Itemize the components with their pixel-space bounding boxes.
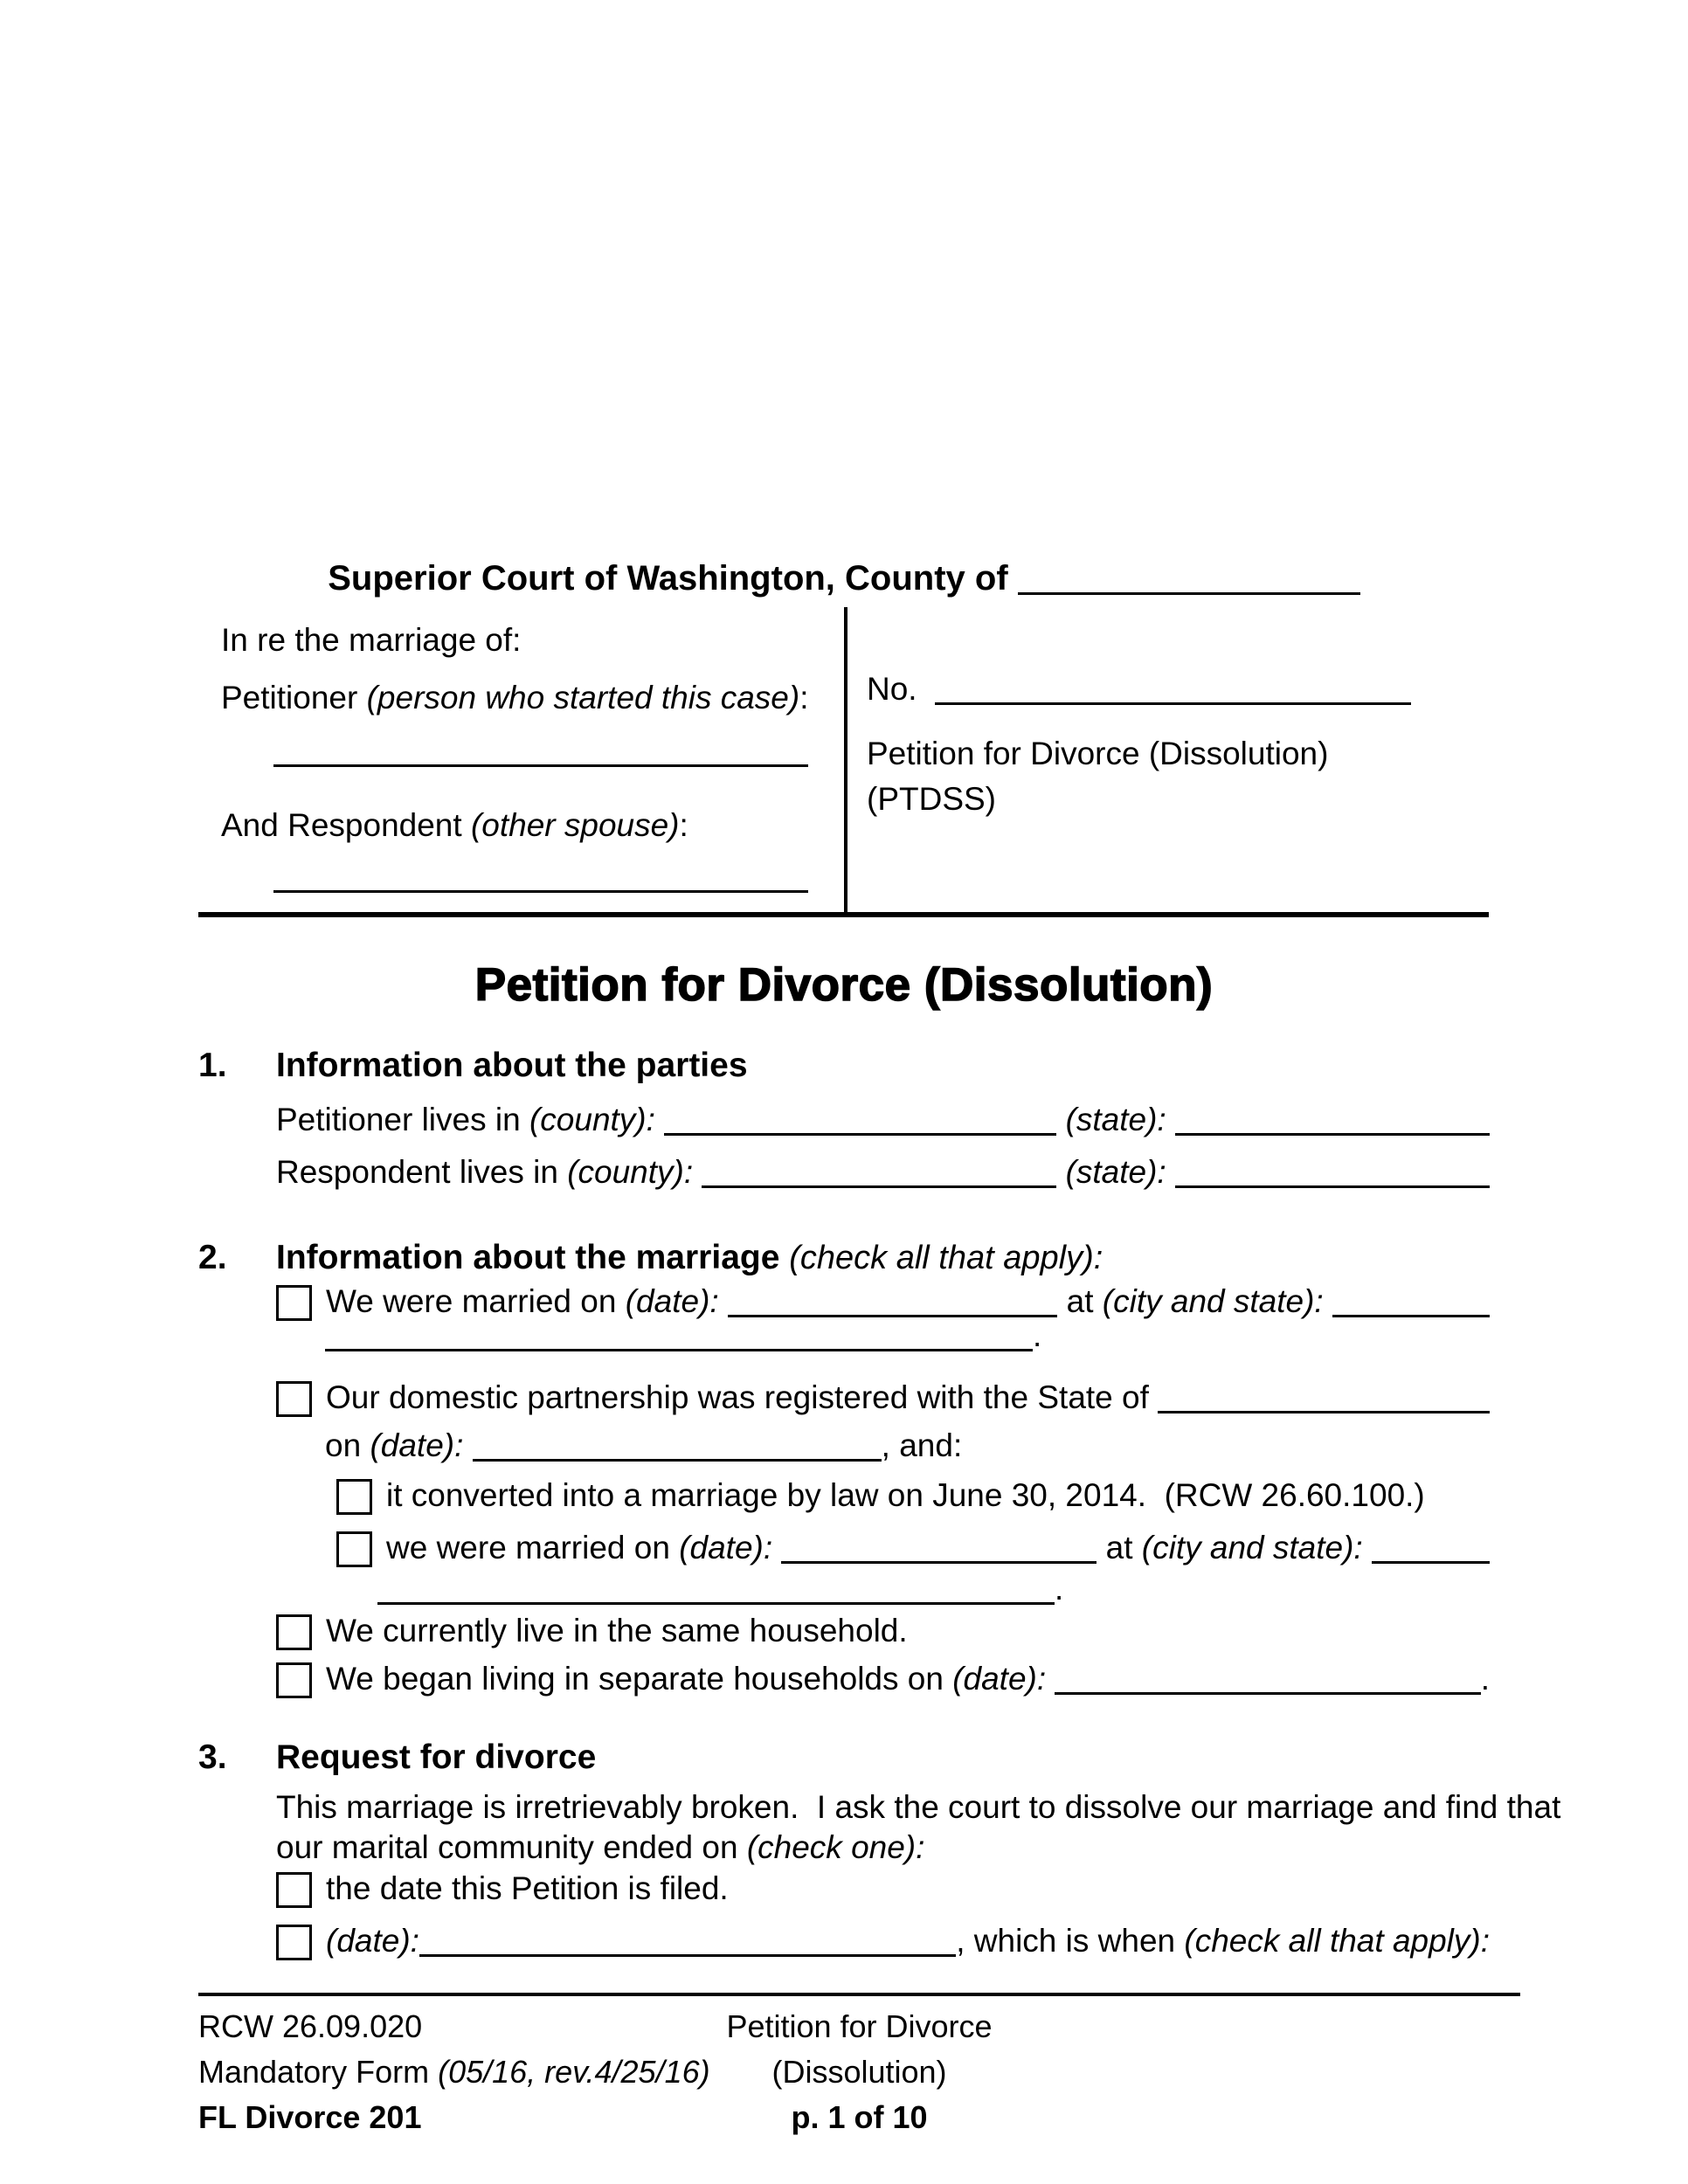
court-header — [0, 557, 1688, 599]
case-number-row — [867, 670, 1411, 708]
page-title: Petition for Divorce (Dissolution) — [474, 959, 1214, 1011]
section-3-number: 3. — [198, 1738, 227, 1776]
footer-rcw: RCW 26.09.020 — [198, 2008, 423, 2044]
marriage-city-state-continuation-blank-field[interactable] — [325, 1349, 1033, 1351]
respondent-name-blank-field[interactable] — [273, 890, 808, 893]
separate-households-row: We began living in separate households on (date): . — [276, 1660, 1490, 1698]
footer-revision: (05/16, rev.4/25/16) — [438, 2054, 710, 2090]
respondent-label: And Respondent (other spouse): — [221, 807, 688, 843]
document-type-label: Petition for Divorce (Dissolution) — [867, 736, 1329, 771]
checkbox-domestic-partnership[interactable] — [276, 1381, 312, 1417]
specific-end-date-row: (date): , which is when (check all that apply): — [276, 1922, 1490, 1960]
community-end-date-blank-field[interactable] — [419, 1954, 956, 1957]
footer-form-info — [198, 2004, 726, 2140]
document-code-label: (PTDSS) — [867, 781, 996, 817]
case-caption — [198, 607, 1489, 917]
page-footer — [198, 2004, 1520, 2140]
petitioner-hint: (person who started this case) — [366, 680, 800, 715]
respondent-residence-row: Respondent lives in (county): (state): — [276, 1153, 1490, 1192]
case-number-blank-field[interactable] — [935, 702, 1411, 705]
checkbox-converted-marriage[interactable] — [336, 1479, 372, 1515]
footer-mandatory-form: Mandatory Form (05/16, rev.4/25/16) — [198, 2054, 710, 2090]
petition-filed-date-row: the date this Petition is filed. — [276, 1870, 1490, 1908]
paragraph-line-2: our marital community ended on (check one): — [276, 1829, 925, 1865]
caption-parties-column — [198, 607, 847, 912]
footer-doc-title — [726, 2004, 992, 2140]
footer-spacer — [993, 2004, 1520, 2140]
case-number-label: No. — [867, 671, 936, 707]
footer-doc-title-line1: Petition for Divorce — [726, 2008, 993, 2044]
sub-married-continuation-row: . — [377, 1570, 1063, 1608]
same-household-row: We currently live in the same household. — [276, 1612, 1490, 1650]
caption-case-column — [847, 607, 1489, 912]
sub-marriage-date-blank-field[interactable] — [781, 1561, 1097, 1564]
domestic-partnership-row: Our domestic partnership was registered with the State of — [276, 1379, 1490, 1417]
county-blank-field[interactable] — [1018, 592, 1360, 595]
checkbox-date-petition-filed[interactable] — [276, 1872, 312, 1908]
respondent-state-blank-field[interactable] — [1175, 1185, 1490, 1188]
checkbox-married-on-date[interactable] — [276, 1285, 312, 1321]
partnership-date-blank-field[interactable] — [473, 1459, 882, 1462]
section-1-heading: 1. Information about the parties — [198, 1047, 748, 1084]
in-re-label: In re the marriage of: — [221, 622, 522, 658]
paragraph-line-1: This marriage is irretrievably broken. I ask the court to dissolve our marriage and find that — [276, 1789, 1561, 1825]
court-header-label: Superior Court of Washington, County of — [328, 559, 1018, 598]
respondent-hint: (other spouse) — [470, 807, 680, 843]
footer-divider — [198, 1993, 1520, 1996]
checkbox-same-household[interactable] — [276, 1614, 312, 1650]
petitioner-county-blank-field[interactable] — [664, 1133, 1056, 1136]
section-3-heading: 3. Request for divorce — [198, 1738, 597, 1776]
petitioner-residence-row: Petitioner lives in (county): (state): — [276, 1101, 1490, 1139]
section-1-number: 1. — [198, 1047, 227, 1084]
petitioner-label: Petitioner (person who started this case): — [221, 680, 809, 715]
partnership-date-row: on (date): , and: — [325, 1427, 963, 1463]
footer-page-number: p. 1 of 10 — [791, 2099, 928, 2135]
married-on-continuation-row: . — [325, 1317, 1041, 1355]
footer-doc-title-line2: (Dissolution) — [771, 2054, 947, 2090]
section-2-heading: 2. Information about the marriage (check all that apply): — [198, 1239, 1103, 1276]
sub-marriage-city-state-blank-field[interactable] — [1372, 1561, 1490, 1564]
petitioner-state-blank-field[interactable] — [1175, 1133, 1490, 1136]
checkbox-sub-married-on-date[interactable] — [336, 1531, 372, 1567]
checkbox-separate-households[interactable] — [276, 1662, 312, 1698]
section-2-number: 2. — [198, 1239, 227, 1276]
separation-date-blank-field[interactable] — [1055, 1692, 1480, 1695]
marriage-city-state-blank-field[interactable] — [1332, 1315, 1490, 1317]
partnership-state-blank-field[interactable] — [1158, 1411, 1490, 1413]
sub-married-on-row: we were married on (date): at (city and state): — [336, 1529, 1490, 1567]
sub-marriage-city-state-continuation-blank-field[interactable] — [377, 1602, 1055, 1605]
checkbox-specific-date[interactable] — [276, 1925, 312, 1960]
petitioner-name-blank-field[interactable] — [273, 764, 808, 767]
request-for-divorce-paragraph — [276, 1787, 1561, 1868]
footer-form-id: FL Divorce 201 — [198, 2099, 422, 2135]
married-on-row: We were married on (date): at (city and state): — [276, 1282, 1490, 1321]
converted-marriage-row: it converted into a marriage by law on June 30, 2014. (RCW 26.60.100.) — [336, 1476, 1490, 1515]
respondent-county-blank-field[interactable] — [702, 1185, 1056, 1188]
